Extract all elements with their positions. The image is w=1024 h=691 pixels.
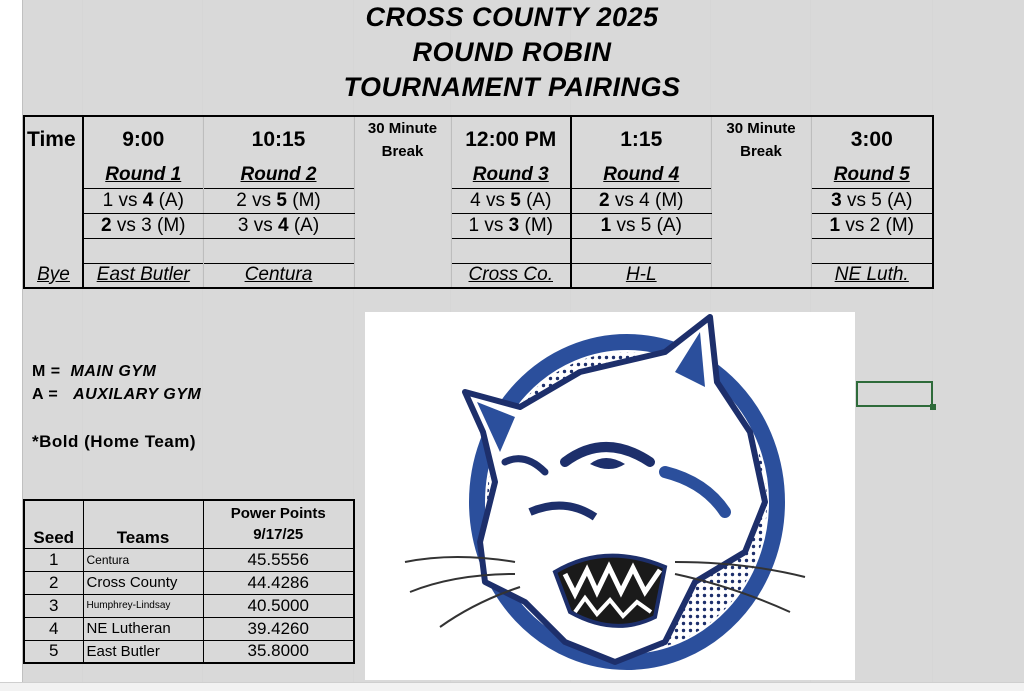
break-line-2: Break — [740, 143, 782, 160]
round-label: Round 1 — [83, 163, 203, 188]
power-points: 45.5556 — [203, 548, 354, 571]
home-seed: 1 — [102, 189, 114, 211]
time-slot: 10:15 — [203, 116, 354, 163]
power-points: 40.5000 — [203, 594, 354, 617]
bye-team: NE Luth. — [811, 263, 933, 288]
break-slot — [354, 116, 451, 163]
gym-code: (A) — [887, 189, 913, 211]
team-name: Centura — [83, 548, 203, 571]
home-seed: 2 — [101, 214, 112, 236]
game-row-1 — [24, 188, 933, 213]
vs-label: vs — [614, 189, 634, 211]
game-cell — [451, 213, 571, 238]
time-label: Time — [24, 116, 83, 163]
time-header-row — [24, 116, 933, 163]
pairings-table — [23, 115, 934, 289]
vs-label: vs — [845, 214, 865, 236]
home-seed: 1 — [468, 214, 480, 236]
seed-row — [24, 594, 354, 617]
away-seed: 5 — [510, 189, 521, 211]
away-seed: 5 — [871, 189, 882, 211]
vs-label: vs — [485, 189, 505, 211]
vs-label: vs — [253, 214, 273, 236]
team-name: Cross County — [83, 571, 203, 594]
home-seed: 1 — [829, 214, 841, 236]
home-seed: 1 — [600, 214, 612, 236]
seed-row — [24, 548, 354, 571]
home-seed: 3 — [831, 189, 842, 211]
game-cell — [203, 213, 354, 238]
break-line-2: Break — [381, 143, 424, 160]
bye-team: H-L — [571, 263, 711, 288]
legend-note: *Bold (Home Team) — [32, 432, 197, 451]
round-row — [24, 163, 933, 188]
home-seed: 2 — [236, 189, 247, 211]
game-cell — [811, 188, 933, 213]
home-seed: 2 — [599, 189, 610, 211]
gym-code: (M) — [885, 214, 914, 236]
seed-number: 2 — [24, 571, 83, 594]
team-name: NE Lutheran — [83, 617, 203, 640]
seed-number: 5 — [24, 640, 83, 663]
game-cell — [571, 188, 711, 213]
selected-cell[interactable] — [856, 381, 933, 407]
spacer-row — [24, 238, 933, 263]
bye-label: Bye — [24, 263, 83, 288]
game-row-2 — [24, 213, 933, 238]
points-header-line-2: 9/17/25 — [253, 526, 304, 544]
gym-code: (M) — [524, 214, 553, 236]
time-slot: 9:00 — [83, 116, 203, 163]
time-slot: 3:00 — [811, 116, 933, 163]
away-seed: 2 — [869, 214, 881, 236]
seed-number: 4 — [24, 617, 83, 640]
game-cell — [83, 188, 203, 213]
game-cell — [83, 213, 203, 238]
vs-label: vs — [116, 214, 136, 236]
power-points: 44.4286 — [203, 571, 354, 594]
gym-code: (M) — [157, 214, 186, 236]
away-seed: 5 — [276, 189, 287, 211]
away-seed: 5 — [640, 214, 652, 236]
round-label: Round 2 — [203, 163, 354, 188]
away-seed: 3 — [508, 214, 520, 236]
seed-number: 1 — [24, 548, 83, 571]
power-points: 35.8000 — [203, 640, 354, 663]
round-label: Round 5 — [811, 163, 933, 188]
vs-label: vs — [484, 214, 504, 236]
gym-code: (A) — [293, 214, 320, 236]
power-points: 39.4260 — [203, 617, 354, 640]
game-cell — [451, 188, 571, 213]
team-name: East Butler — [83, 640, 203, 663]
break-line-1: 30 Minute — [367, 120, 438, 137]
points-header-line-1: Power Points — [230, 505, 326, 523]
gym-code: (A) — [656, 214, 682, 236]
time-slot: 1:15 — [571, 116, 711, 163]
gym-code: (A) — [158, 189, 184, 211]
seed-row — [24, 640, 354, 663]
seed-row — [24, 617, 354, 640]
title-line-3: TOURNAMENT PAIRINGS — [343, 72, 681, 102]
bye-team: Cross Co. — [451, 263, 571, 288]
points-header — [203, 500, 354, 548]
legend-aux-gym — [32, 386, 201, 404]
seed-header: Seed — [24, 500, 83, 548]
legend-value: AUXILARY GYM — [73, 386, 202, 403]
time-slot: 12:00 PM — [451, 116, 571, 163]
seeds-table — [23, 499, 355, 664]
gym-code: (A) — [526, 189, 552, 211]
away-seed: 3 — [141, 214, 152, 236]
vs-label: vs — [846, 189, 866, 211]
home-seed: 4 — [470, 189, 481, 211]
legend-key: A = — [32, 386, 59, 403]
break-line-1: 30 Minute — [726, 120, 796, 137]
title-line-2: ROUND ROBIN — [412, 37, 612, 67]
round-label: Round 4 — [571, 163, 711, 188]
legend-value: MAIN GYM — [70, 363, 157, 380]
vs-label: vs — [252, 189, 272, 211]
seed-row — [24, 571, 354, 594]
break-slot — [711, 116, 811, 163]
game-cell — [571, 213, 711, 238]
cougar-mascot-icon — [365, 312, 855, 680]
round-label: Round 3 — [451, 163, 571, 188]
legend-key: M = — [32, 363, 61, 380]
game-cell — [811, 213, 933, 238]
teams-header: Teams — [83, 500, 203, 548]
away-seed: 4 — [277, 214, 289, 236]
game-cell — [203, 188, 354, 213]
gym-code: (M) — [655, 189, 684, 211]
bye-row — [24, 263, 933, 288]
away-seed: 4 — [142, 189, 154, 211]
seed-number: 3 — [24, 594, 83, 617]
bye-team: Centura — [203, 263, 354, 288]
seeds-header-row — [24, 500, 354, 548]
team-name: Humphrey-Lindsay — [83, 594, 203, 617]
grid-column-line — [932, 0, 933, 691]
vs-label: vs — [616, 214, 636, 236]
legend-main-gym — [32, 363, 156, 381]
sheet-footer-bar — [0, 682, 1024, 691]
gym-code: (M) — [292, 189, 321, 211]
title-line-1: CROSS COUNTY 2025 — [365, 2, 659, 32]
bye-team: East Butler — [83, 263, 203, 288]
home-seed: 3 — [237, 214, 249, 236]
away-seed: 4 — [639, 189, 650, 211]
vs-label: vs — [118, 189, 138, 211]
